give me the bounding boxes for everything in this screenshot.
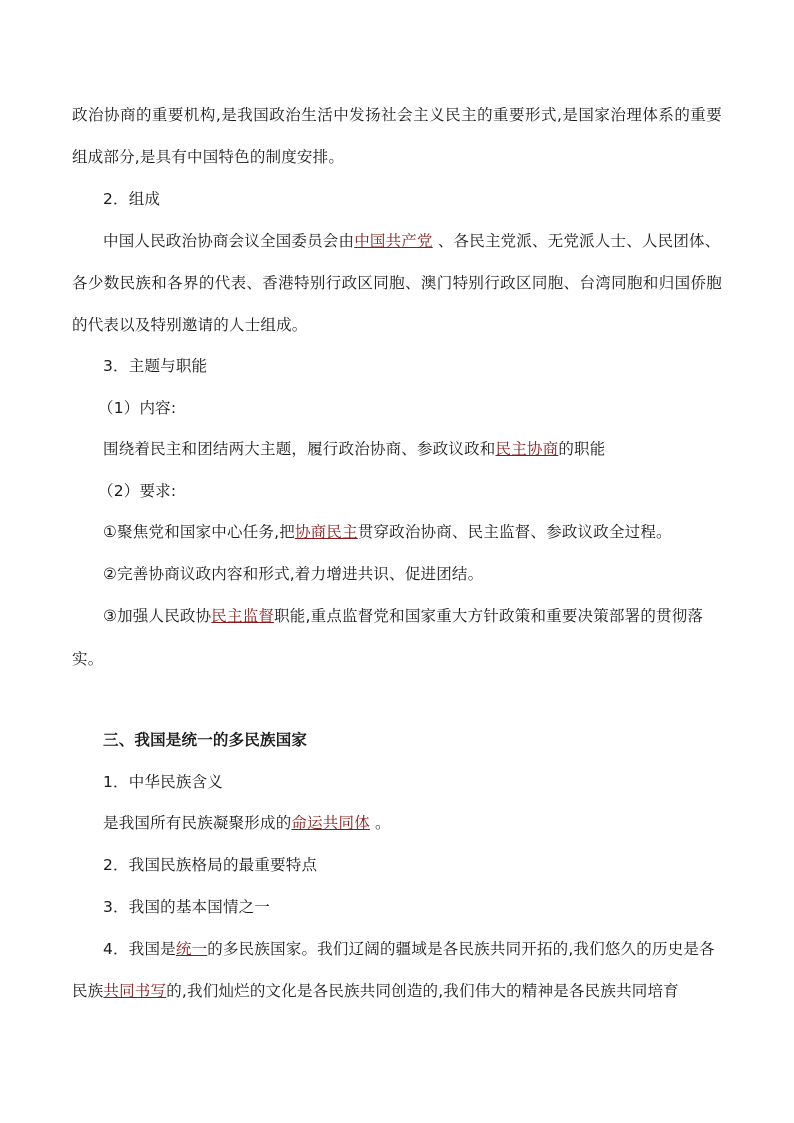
heading-theme-function: 3．主题与职能 [103,357,208,375]
item-ethnic-pattern: 2．我国民族格局的最重要特点 [103,856,318,874]
requirement-3-line-2: 实。 [72,650,104,668]
composition-line-3: 的代表以及特别邀请的人士组成。 [72,316,308,334]
chinese-nation-definition [103,811,763,835]
content-text: 的职能 [558,440,606,458]
content-text: 围绕着民主和团结两大主题，履行政治协商、参政议政和 [103,440,496,458]
link-democratic-supervision[interactable]: 民主监督 [211,607,275,625]
content-paragraph [103,437,763,461]
requirement-text: ①聚焦党和国家中心任务,把 [103,523,295,541]
link-unified[interactable]: 统一 [175,940,208,958]
link-consultative-democracy[interactable]: 协商民主 [294,523,358,541]
sub-heading-content: （1）内容: [98,399,177,417]
link-cpc[interactable]: 中国共产党 [354,232,433,250]
unified-text: 的,我们灿烂的文化是各民族共同创造的,我们伟大的精神是各民族共同培育 [166,982,679,1000]
unified-text: 民族 [72,982,104,1000]
requirement-2: ②完善协商议政内容和形式,着力增进共识、促进团结。 [103,565,484,583]
item-unified-country-line-1 [103,937,733,961]
item-chinese-nation-meaning: 1．中华民族含义 [103,773,223,791]
sub-heading-requirements: （2）要求: [98,482,177,500]
requirement-3 [103,604,763,628]
link-democratic-consultation[interactable]: 民主协商 [495,440,559,458]
requirement-1 [103,520,763,544]
link-jointly-written[interactable]: 共同书写 [103,982,167,1000]
requirement-text: 职能,重点监督党和国家重大方针政策和重要决策部署的贯彻落 [274,607,704,625]
heading-composition: 2．组成 [103,190,161,208]
intro-line-2: 组成部分,是具有中国特色的制度安排。 [72,148,345,166]
unified-text: 的多民族国家。我们辽阔的疆域是各民族共同开拓的,我们悠久的历史是各 [207,940,715,958]
composition-text: 中国人民政治协商会议全国委员会由 [103,232,355,250]
unified-text: 4．我国是 [103,940,176,958]
requirement-text: ③加强人民政协 [103,607,212,625]
requirement-text: 贯穿政治协商、民主监督、参政议政全过程。 [357,523,672,541]
section-heading-3: 三、我国是统一的多民族国家 [103,731,308,749]
definition-text: 是我国所有民族凝聚形成的 [103,814,292,832]
definition-text: 。 [369,814,391,832]
link-community-of-destiny[interactable]: 命运共同体 [291,814,370,832]
composition-line-2: 各少数民族和各界的代表、香港特别行政区同胞、澳门特别行政区同胞、台湾同胞和归国侨胞 [72,274,722,292]
composition-text: 、各民主党派、无党派人士、人民团体、 [432,232,721,250]
intro-line-1: 政治协商的重要机构,是我国政治生活中发扬社会主义民主的重要形式,是国家治理体系的重要 [72,106,722,124]
item-basic-national-condition: 3．我国的基本国情之一 [103,898,271,916]
composition-line-1 [103,229,763,253]
item-unified-country-line-2 [72,979,732,1003]
